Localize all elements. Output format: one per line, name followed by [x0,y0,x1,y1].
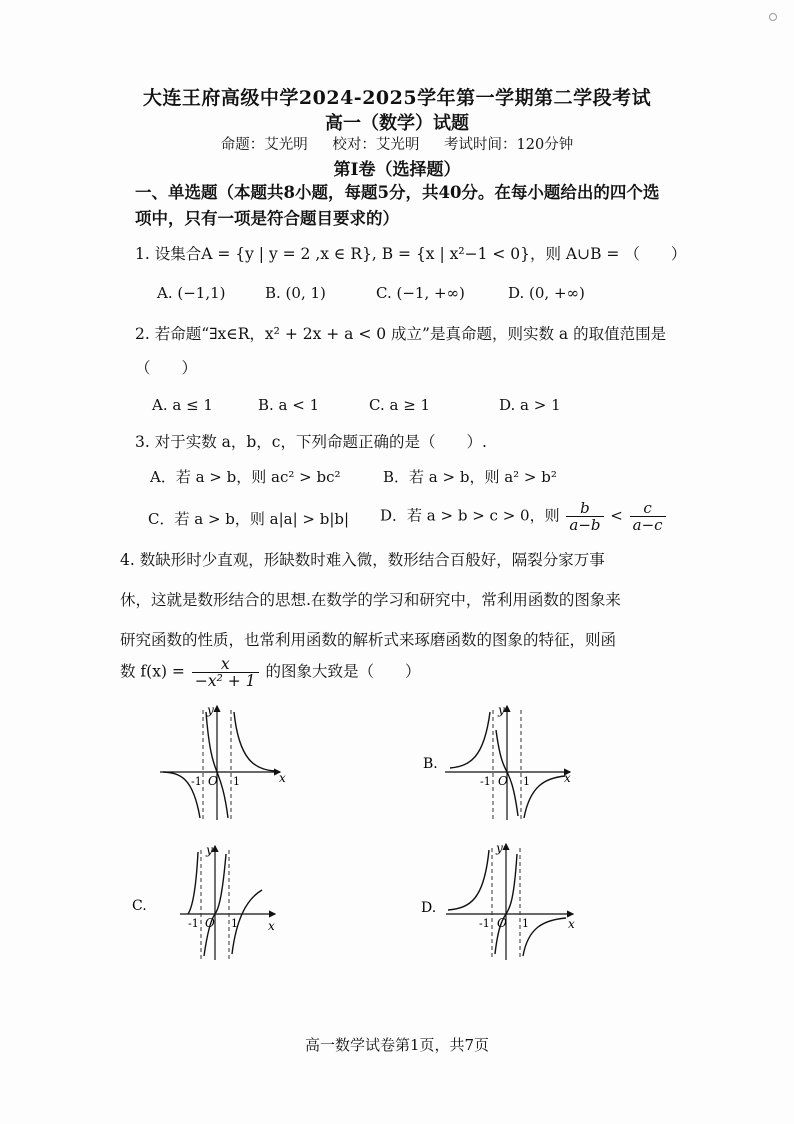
q4-question: 的图象大致是（ ） [265,662,421,681]
graph-d-tick-1: 1 [522,917,529,930]
section-heading: 一、单选题（本题共8小题，每题5分，共40分。在每小题给出的四个选项中，只有一项是符合题目要求的） [135,183,660,228]
graph-a-y-label: y [207,703,214,717]
graph-d-y-label: y [496,841,503,855]
q3-option-a: A．若 a > b，则 ac² > bc² [150,468,341,486]
q3-fraction-1-den: a−b [569,516,601,534]
q4-fraction-num: x [192,656,259,673]
q4-fraction [192,656,259,689]
q3-option-b: B．若 a > b，则 a² > b² [383,468,557,486]
graph-c [130,838,280,963]
graph-c-y-label: y [206,843,213,857]
exam-title: 大连王府高级中学2024-2025学年第一学期第二学段考试 [142,87,652,109]
q4-line2: 休，这就是数形结合的思想.在数学的学习和研究中，常利用函数的图象来 [120,591,621,609]
q1-stem: 1. 设集合A = {y | y = 2 ,x ∈ R}, B = {x | x²−1 < 0}，则 A∪B = （ ） [135,245,687,263]
graph-b-y-label: y [498,703,505,717]
graph-a-tick-neg1: -1 [191,775,202,788]
checker: 校对：艾光明 [332,137,420,153]
page-footer: 高一数学试卷第1页，共7页 [304,1036,490,1054]
q4-line1: 4. 数缺形时少直观，形缺数时难入微，数形结合百般好，隔裂分家万事 [120,551,605,569]
q3-stem: 3. 对于实数 a，b，c，下列命题正确的是（ ）. [135,433,487,451]
q3-fraction-1-num: b [566,500,603,517]
graph-a-tick-1: 1 [233,775,240,788]
graph-a-origin: O [208,774,218,788]
graph-d-tick-neg1: -1 [479,917,490,930]
graph-b-origin: O [498,774,508,788]
q4-fraction-den: −x² + 1 [194,672,256,690]
graph-b [420,700,575,825]
scan-mark-icon [768,12,778,22]
q3-option-c: C．若 a > b，则 a|a| > b|b| [148,510,350,528]
q3-fraction-2-den: a−c [632,516,663,534]
q3-relation: < [610,506,623,525]
graph-c-origin: O [205,916,215,930]
q1-option-d: D. (0, +∞) [508,284,585,302]
q1-option-b: B. (0, 1) [265,284,326,302]
q2-option-b: B. a < 1 [258,396,320,414]
q2-option-c: C. a ≥ 1 [369,396,431,414]
q3-option-d [380,500,668,533]
graph-b-tick-neg1: -1 [480,775,491,788]
graph-a [155,700,290,825]
q1-option-a: A. (−1,1) [157,284,226,302]
exam-time: 考试时间：120分钟 [444,137,574,153]
graph-c-label: C. [132,898,147,914]
q3-fraction-1 [566,500,603,533]
q4-line4 [120,656,420,689]
q3-fraction-2-num: c [630,500,666,517]
q3-option-d-text: D．若 a > b > c > 0，则 [380,506,560,525]
exam-subtitle: 高一（数学）试题 [325,113,469,134]
q4-function: 数 f(x) = [120,662,185,681]
graph-c-tick-1: 1 [231,917,238,930]
graph-a-x-label: x [279,771,286,785]
graph-d-label: D. [421,900,437,916]
q1-option-c: C. (−1, +∞) [376,284,465,302]
q4-line3: 研究函数的性质，也常利用函数的解析式来琢磨函数的图象的特征，则函 [120,631,617,649]
graph-d-x-label: x [568,917,575,931]
q2-stem: 2. 若命题“∃x∈R，x² + 2x + a < 0 成立”是真命题，则实数 a 的取值范围是 [135,325,667,343]
setter: 命题：艾光明 [220,137,308,153]
graph-d [418,838,578,963]
q2-option-d: D. a > 1 [499,396,561,414]
q2-paren: （ ） [135,359,198,377]
q2-option-a: A. a ≤ 1 [152,396,213,414]
graph-c-x-label: x [268,919,275,933]
graph-c-tick-neg1: -1 [188,917,199,930]
graph-b-x-label: x [564,771,571,785]
q3-fraction-2 [630,500,666,533]
graph-d-origin: O [497,916,507,930]
exam-meta [0,133,794,154]
volume-heading: 第Ⅰ卷（选择题） [333,160,461,180]
graph-b-tick-1: 1 [523,775,530,788]
graph-b-label: B. [423,756,438,772]
